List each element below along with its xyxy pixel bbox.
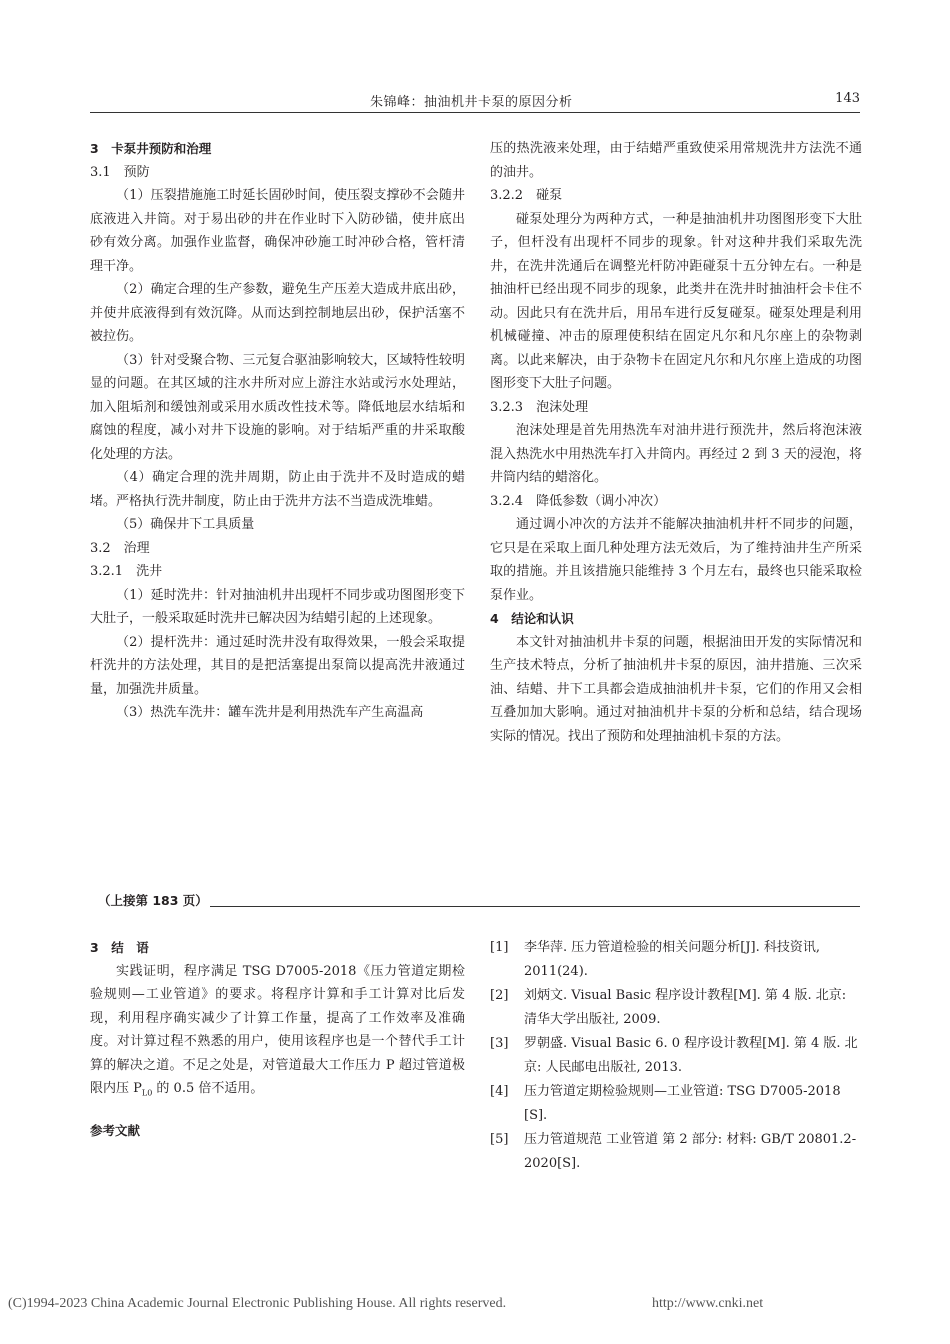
references-heading: 参考文献 bbox=[90, 1123, 141, 1139]
continuation-label: （上接第 183 页） bbox=[98, 893, 208, 908]
subsection-heading: 3.2.4 降低参数（调小冲次） bbox=[490, 493, 667, 509]
conclusion-paragraph bbox=[90, 960, 465, 1106]
paragraph: （2）确定合理的生产参数，避免生产压差大造成井底出砂，并使井底液得到有效沉降。从而达到控制地层出砂，保护活塞不被拉伤。 bbox=[90, 282, 465, 344]
paragraph: 碰泵处理分为两种方式，一种是抽油机井功图图形变下大肚子，但杆没有出现杆不同步的现象。针对这种井我们采取先洗井，在洗井洗通后在调整光杆防冲距碰泵十五分钟左右。一种是抽油杆已经出现不同步的现象，此类井在洗井时抽油杆会卡住不动。因此只有在洗井后，用吊车进行反复碰泵。碰泵处理是利用机械碰撞、冲击的原理使积结在固定凡尔和凡尔座上的杂物剥离。以此来解决，由于杂物卡在固定凡尔和凡尔座上造成的功图图形变下大肚子问题。 bbox=[490, 211, 862, 391]
reference-item bbox=[490, 1032, 862, 1079]
left-column bbox=[90, 137, 465, 725]
continuation-bar bbox=[90, 891, 860, 911]
reference-item bbox=[490, 1080, 862, 1127]
reference-item bbox=[490, 936, 862, 983]
paragraph: （3）热洗车洗井：罐车洗井是利用热洗车产生高温高 bbox=[116, 705, 424, 720]
reference-text: 压力管道规范 工业管道 第 2 部分: 材料: GB/T 20801.2-2020[S]. bbox=[524, 1132, 857, 1171]
reference-number: [1] bbox=[490, 940, 509, 955]
reference-item bbox=[490, 1128, 862, 1175]
copyright-notice: (C)1994-2023 China Academic Journal Electronic Publishing House. All rights reserved. bbox=[8, 1296, 507, 1311]
reference-number: [4] bbox=[490, 1084, 509, 1099]
reference-text: 刘炳文. Visual Basic 程序设计教程[M]. 第 4 版. 北京: 清华大学出版社, 2009. bbox=[524, 988, 847, 1027]
reference-text: 罗朝盛. Visual Basic 6. 0 程序设计教程[M]. 第 4 版. 北京: 人民邮电出版社, 2013. bbox=[524, 1036, 858, 1075]
paragraph: （4）确定合理的洗井周期，防止由于洗井不及时造成的蜡堵。严格执行洗井制度，防止由于洗井方法不当造成洗堆蜡。 bbox=[90, 470, 465, 509]
reference-number: [5] bbox=[490, 1132, 509, 1147]
paragraph-continued: 压的热洗液来处理，由于结蜡严重致使采用常规洗井方法洗不通的油井。 bbox=[490, 141, 862, 180]
paragraph: （1）延时洗井：针对抽油机井出现杆不同步或功图图形变下大肚子，一般采取延时洗井已解决因为结蜡引起的上述现象。 bbox=[90, 587, 465, 626]
paragraph: （5）确保井下工具质量 bbox=[116, 517, 255, 532]
right-column bbox=[490, 137, 862, 748]
conclusion-text-end: 的 0.5 倍不适用。 bbox=[152, 1081, 264, 1096]
paragraph: 通过调小冲次的方法并不能解决抽油机井杆不同步的问题，它只是在采取上面几种处理方法无效后，为了维持油井生产所采取的措施。并且该措施只能维持 3 个月左右，最终也只能采取检泵作业。 bbox=[490, 517, 862, 603]
subsection-heading: 3.1 预防 bbox=[90, 164, 150, 180]
reference-number: [2] bbox=[490, 988, 509, 1003]
reference-item bbox=[490, 984, 862, 1031]
paragraph: （1）压裂措施施工时延长固砂时间，使压裂支撑砂不会随井底液进入井筒。对于易出砂的井在作业时下入防砂锚，使井底出砂有效分离。加强作业监督，确保冲砂施工时冲砂合格，管杆清理干净。 bbox=[90, 188, 465, 274]
reference-number: [3] bbox=[490, 1036, 509, 1051]
subsection-heading: 3.2 治理 bbox=[90, 540, 150, 556]
paragraph: 泡沫处理是首先用热洗车对油井进行预洗井，然后将泡沫液混入热洗水中用热洗车打入井筒内。再经过 2 到 3 天的浸泡，将井筒内结的蜡溶化。 bbox=[490, 423, 862, 485]
site-url: http://www.cnki.net bbox=[652, 1296, 764, 1311]
continuation-rule bbox=[210, 906, 860, 907]
reference-text: 李华萍. 压力管道检验的相关问题分析[J]. 科技资讯, 2011(24). bbox=[524, 940, 821, 979]
conclusion-heading: 3 结 语 bbox=[90, 940, 149, 955]
reference-text: 压力管道定期检验规则—工业管道: TSG D7005-2018 [S]. bbox=[524, 1084, 841, 1123]
subscript: L0 bbox=[141, 1088, 153, 1098]
paragraph: 本文针对抽油机井卡泵的问题，根据油田开发的实际情况和生产技术特点，分析了抽油机井卡泵的原因，油井措施、三次采油、结蜡、井下工具都会造成抽油机井卡泵，它们的作用又会相互叠加加大影响。通过对抽油机井卡泵的分析和总结，结合现场实际的情况。找出了预防和处理抽油机卡泵的方法。 bbox=[490, 634, 862, 744]
section-heading: 4 结论和认识 bbox=[490, 611, 574, 626]
bottom-left-column bbox=[90, 936, 465, 1143]
running-title: 朱锦峰：抽油机井卡泵的原因分析 bbox=[370, 95, 573, 110]
subsection-heading: 3.2.2 碰泵 bbox=[490, 188, 563, 203]
paragraph: （3）针对受聚合物、三元复合驱油影响较大，区域特性较明显的问题。在其区域的注水井所对应上游注水站或污水处理站，加入阻垢剂和缓蚀剂或采用水质改性技术等。降低地层水结垢和腐蚀的程度，减小对井下设施的影响。对于结垢严重的井采取酸化处理的方法。 bbox=[90, 352, 465, 462]
page-number: 143 bbox=[835, 91, 860, 106]
conclusion-text: 实践证明，程序满足 TSG D7005-2018《压力管道定期检验规则—工业管道》的要求。将程序计算和手工计算对比后发现，利用程序确实减少了计算工作量，提高了工作效率及准确度。对计算过程不熟悉的用户，使用该程序也是一个替代手工计算的解决之道。不足之处是，对管道最大工作压力 P 超过管道极限内压 P bbox=[90, 963, 465, 1096]
paragraph: （2）提杆洗井：通过延时洗井没有取得效果，一般会采取提杆洗井的方法处理，其目的是把活塞提出泵筒以提高洗井液通过量，加强洗井质量。 bbox=[90, 634, 465, 697]
section-heading: 3 卡泵井预防和治理 bbox=[90, 141, 212, 156]
subsection-heading: 3.2.1 洗井 bbox=[90, 564, 163, 579]
subsection-heading: 3.2.3 泡沫处理 bbox=[490, 399, 589, 415]
running-header bbox=[90, 86, 860, 113]
references-list bbox=[490, 936, 862, 1176]
